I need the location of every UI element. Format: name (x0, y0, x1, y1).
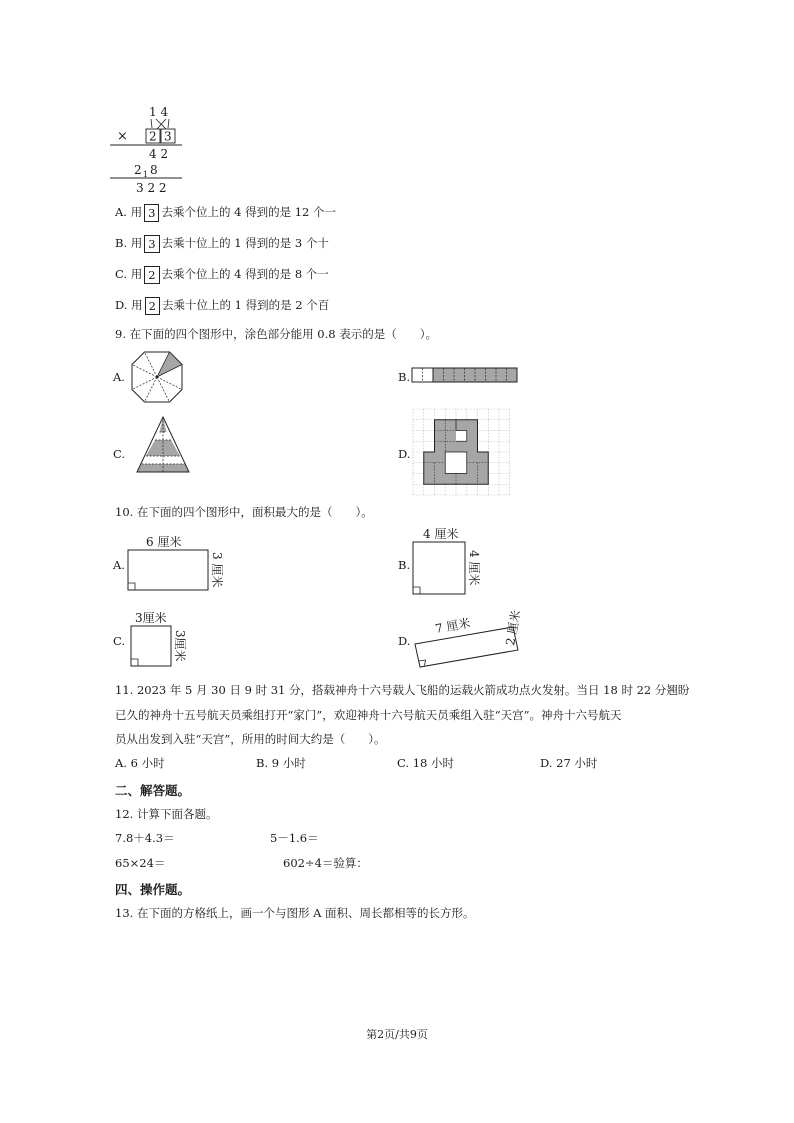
option-text: 去乘十位上的 1 得到的是 3 个十 (161, 236, 329, 250)
q9-triangle-figure (128, 417, 198, 491)
option-text: 去乘个位上的 4 得到的是 8 个一 (161, 267, 329, 281)
q13-question: 13. 在下面的方格纸上，画一个与图形 A 面积、周长都相等的长方形。 (115, 906, 475, 920)
q8-option-b[interactable] (115, 235, 329, 253)
vertical-calc-figure (108, 102, 188, 194)
q12-expression-1: 7.8＋4.3＝ (115, 831, 175, 845)
section-heading-4: 四、操作题。 (115, 882, 191, 897)
q11-line-3: 员从出发到入驻“天宫”，所用的时间大约是（ ）。 (115, 732, 386, 746)
grid-hole (445, 452, 467, 474)
arrow-line (168, 119, 169, 128)
q9-label-b[interactable]: B. (398, 370, 411, 384)
q8-option-a[interactable] (115, 204, 336, 222)
boxed-digit: 3 (144, 235, 159, 253)
q8-option-c[interactable] (115, 266, 329, 284)
box-ones-digit: 3 (164, 129, 172, 144)
option-text: 去乘十位上的 1 得到的是 2 个百 (161, 298, 330, 312)
rect-d (415, 627, 518, 667)
rect-d-top-label: 7 厘米 (434, 616, 472, 636)
q12-expression-4: 602÷4＝验算： (283, 856, 368, 870)
boxed-digit: 2 (144, 266, 159, 284)
square-c-top-label: 3厘米 (135, 611, 167, 625)
square-c (131, 626, 171, 666)
q12-question: 12. 计算下面各题。 (115, 807, 218, 821)
q8-option-d[interactable] (115, 297, 329, 315)
boxed-digit: 2 (145, 297, 160, 315)
q9-strip-figure (412, 368, 518, 384)
rect-d-side-label: 2 厘米 (503, 609, 524, 647)
q9-question: 9. 在下面的四个图形中，涂色部分能用 0.8 表示的是（ ）。 (115, 327, 437, 341)
q9-label-a[interactable]: A. (113, 370, 125, 384)
section-heading-2: 二、解答题。 (115, 783, 191, 798)
q12-expression-2: 5－1.6＝ (270, 831, 319, 845)
top-digits: 1 4 (149, 105, 169, 119)
q11-option-c[interactable]: C. 18 小时 (397, 756, 454, 770)
option-prefix: C. 用 (115, 267, 143, 281)
calc-result: 3 2 2 (136, 181, 167, 195)
times-sign: × (117, 129, 128, 144)
q10-label-a[interactable]: A. (113, 558, 125, 572)
q11-line-1: 11. 2023 年 5 月 30 日 9 时 31 分，搭载神舟十六号载人飞船的运载火箭成功点火发射。当日 18 时 22 分翘盼 (115, 683, 690, 697)
q9-label-c[interactable]: C. (113, 447, 126, 461)
q9-octagon-figure (127, 347, 187, 407)
square-b-side-label: 4 厘米 (467, 550, 481, 586)
q10-question: 10. 在下面的四个图形中，面积最大的是（ ）。 (115, 505, 373, 519)
q10-label-c[interactable]: C. (113, 634, 126, 648)
partial-product-2b: 8 (150, 163, 158, 177)
q12-expression-3: 65×24＝ (115, 856, 166, 870)
q10-parallelogram-d (410, 606, 540, 676)
q9-label-d[interactable]: D. (398, 447, 411, 461)
rect-a (128, 550, 208, 590)
partial-product-1: 4 2 (149, 147, 169, 161)
q9-grid-figure (412, 408, 512, 498)
option-text: 去乘个位上的 4 得到的是 12 个一 (161, 205, 337, 219)
q10-square-c (129, 610, 209, 670)
box-tens-digit: 2 (149, 129, 157, 144)
rect-a-side-label: 3 厘米 (210, 552, 224, 588)
q10-label-b[interactable]: B. (398, 558, 411, 572)
q11-option-d[interactable]: D. 27 小时 (540, 756, 598, 770)
square-b-top-label: 4 厘米 (423, 527, 459, 541)
q11-option-a[interactable]: A. 6 小时 (115, 756, 165, 770)
arrow-line (151, 119, 152, 128)
option-prefix: D. 用 (115, 298, 143, 312)
option-prefix: A. 用 (115, 205, 143, 219)
carry-digit: 1 (143, 170, 149, 179)
q10-square-b (411, 526, 501, 596)
q10-rect-a (126, 534, 236, 594)
boxed-digit: 3 (144, 204, 159, 222)
square-b (413, 542, 465, 594)
page-footer: 第2页/共9页 (366, 1028, 428, 1041)
square-c-side-label: 3厘米 (173, 630, 187, 662)
q10-label-d[interactable]: D. (398, 634, 411, 648)
partial-product-2a: 2 (134, 163, 142, 177)
q11-option-b[interactable]: B. 9 小时 (256, 756, 306, 770)
rect-a-top-label: 6 厘米 (146, 535, 182, 549)
q11-line-2: 已久的神舟十五号航天员乘组打开“家门”，欢迎神舟十六号航天员乘组入驻“天宫”。神舟十六号航天 (115, 708, 622, 722)
option-prefix: B. 用 (115, 236, 143, 250)
